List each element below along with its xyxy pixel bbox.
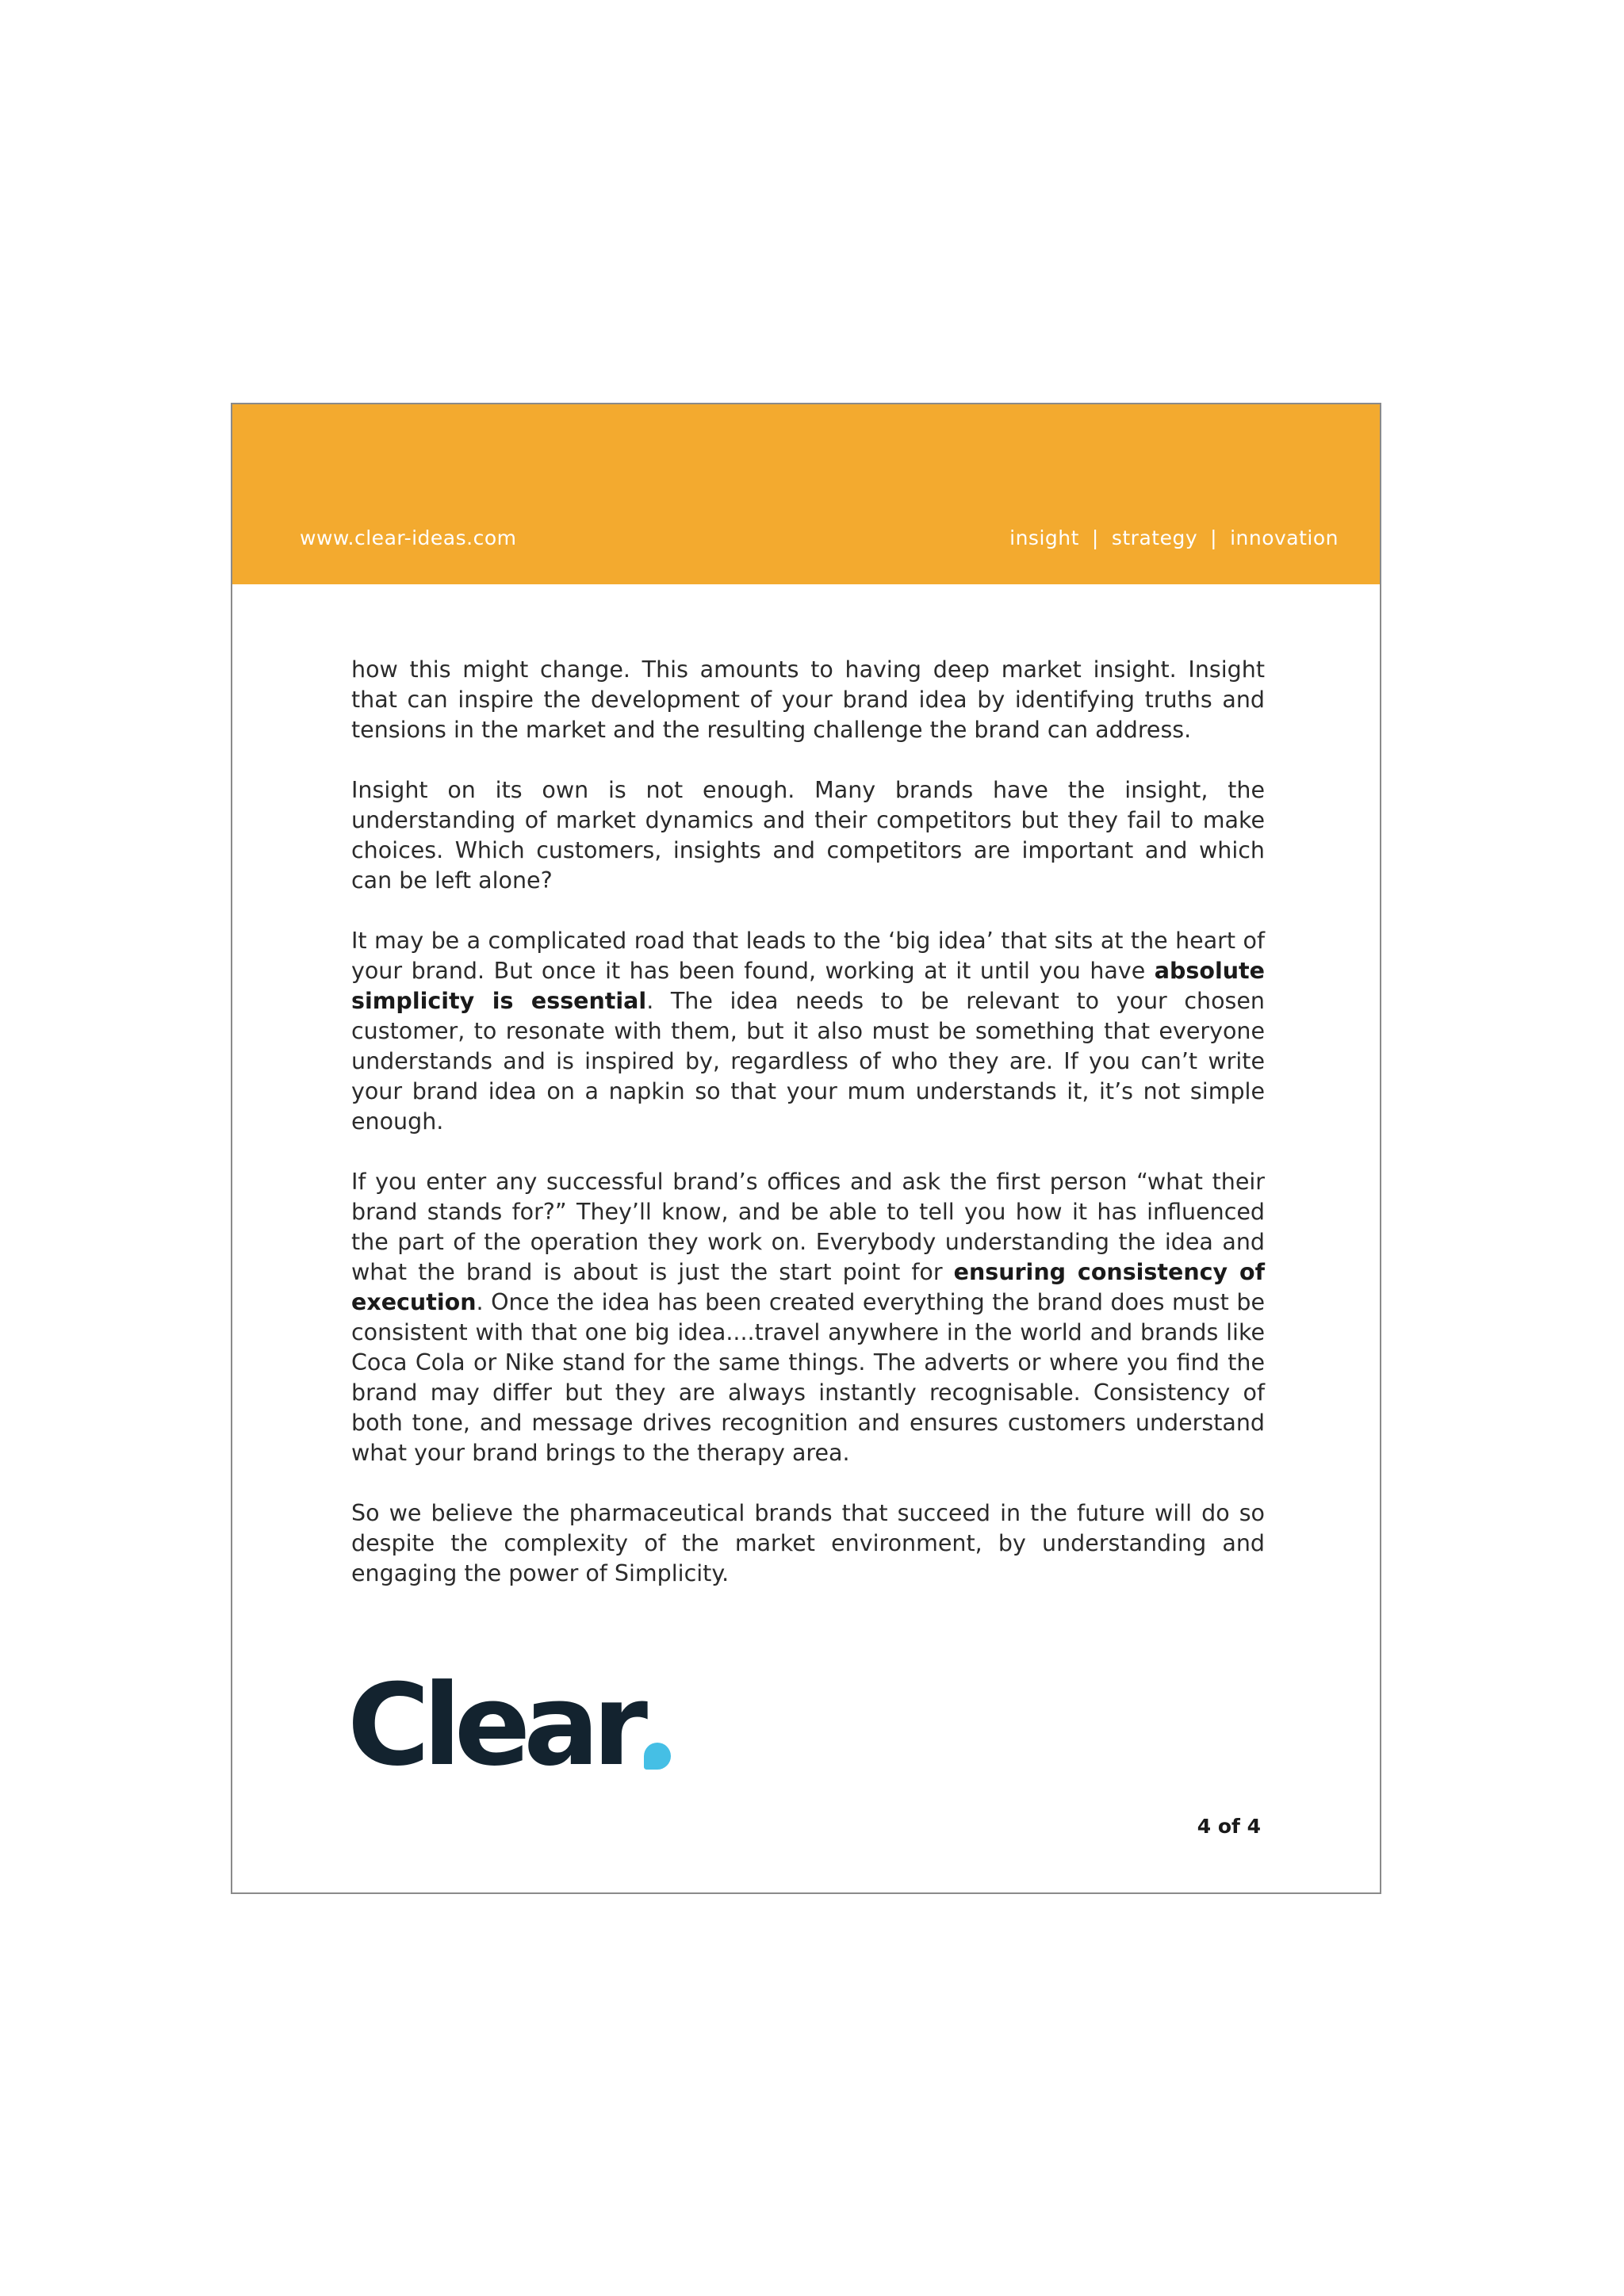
header-band: [232, 404, 1380, 584]
tag-strategy: strategy: [1111, 526, 1198, 549]
paragraph-5: So we believe the pharmaceutical brands that succeed in the future will do so despite the complexity of the market environment, by understanding and engaging the power of Simplicity.: [351, 1500, 1265, 1586]
page-frame: [231, 403, 1381, 1894]
clear-logo: [347, 1660, 671, 1791]
paragraph-1: how this might change. This amounts to having deep market insight. Insight that can inspire the development of your brand idea by identifying truths and tensions in the market and the resulting challenge the brand can address.: [351, 656, 1265, 743]
paragraph-2: Insight on its own is not enough. Many brands have the insight, the understanding of market dynamics and their competitors but they fail to make choices. Which customers, insights and competitors are important and which can be left alone?: [351, 777, 1265, 894]
paragraph-4-text-b: . Once the idea has been created everything the brand does must be consistent with that one big idea....travel anywhere in the world and brands like Coca Cola or Nike stand for the same things. The adverts or where you find the brand may differ but they are always instantly recognisable. Consistency of both tone, and message drives recognition and ensures customers understand what your brand brings to the therapy area.: [351, 1289, 1265, 1466]
header-tagline: [1009, 526, 1339, 549]
page-number: 4 of 4: [1197, 1815, 1261, 1838]
paragraph-3: [351, 926, 1265, 1137]
paragraph-4: [351, 1167, 1265, 1468]
tag-separator: |: [1210, 526, 1218, 549]
tag-innovation: innovation: [1230, 526, 1339, 549]
paragraph-3-text-b: . The idea needs to be relevant to your chosen customer, to resonate with them, but it also must be something that everyone understands and is inspired by, regardless of who they are. If you can’t write your brand idea on a napkin so that your mum understands it, it’s not simple enough.: [351, 988, 1265, 1135]
logo-wordmark: Clear: [347, 1660, 642, 1791]
article-body: [351, 655, 1265, 1619]
paragraph-3-text-a: It may be a complicated road that leads to the ‘big idea’ that sits at the heart of your brand. But once it has been found, working at it until you have: [351, 928, 1265, 984]
paragraph-4-text-a: If you enter any successful brand’s offices and ask the first person “what their brand stands for?” They’ll know, and be able to tell you how it has influenced the part of the operation they work on. Everybody understanding the idea and what the brand is about is just the start point for: [351, 1169, 1265, 1285]
emphasis-simplicity: absolute simplicity is essential: [351, 958, 1265, 1014]
tag-insight: insight: [1009, 526, 1079, 549]
website-url: www.clear-ideas.com: [300, 526, 517, 549]
logo-dot-icon: [644, 1743, 671, 1770]
emphasis-consistency: ensuring consistency of execution: [351, 1259, 1266, 1315]
tag-separator: |: [1091, 526, 1099, 549]
